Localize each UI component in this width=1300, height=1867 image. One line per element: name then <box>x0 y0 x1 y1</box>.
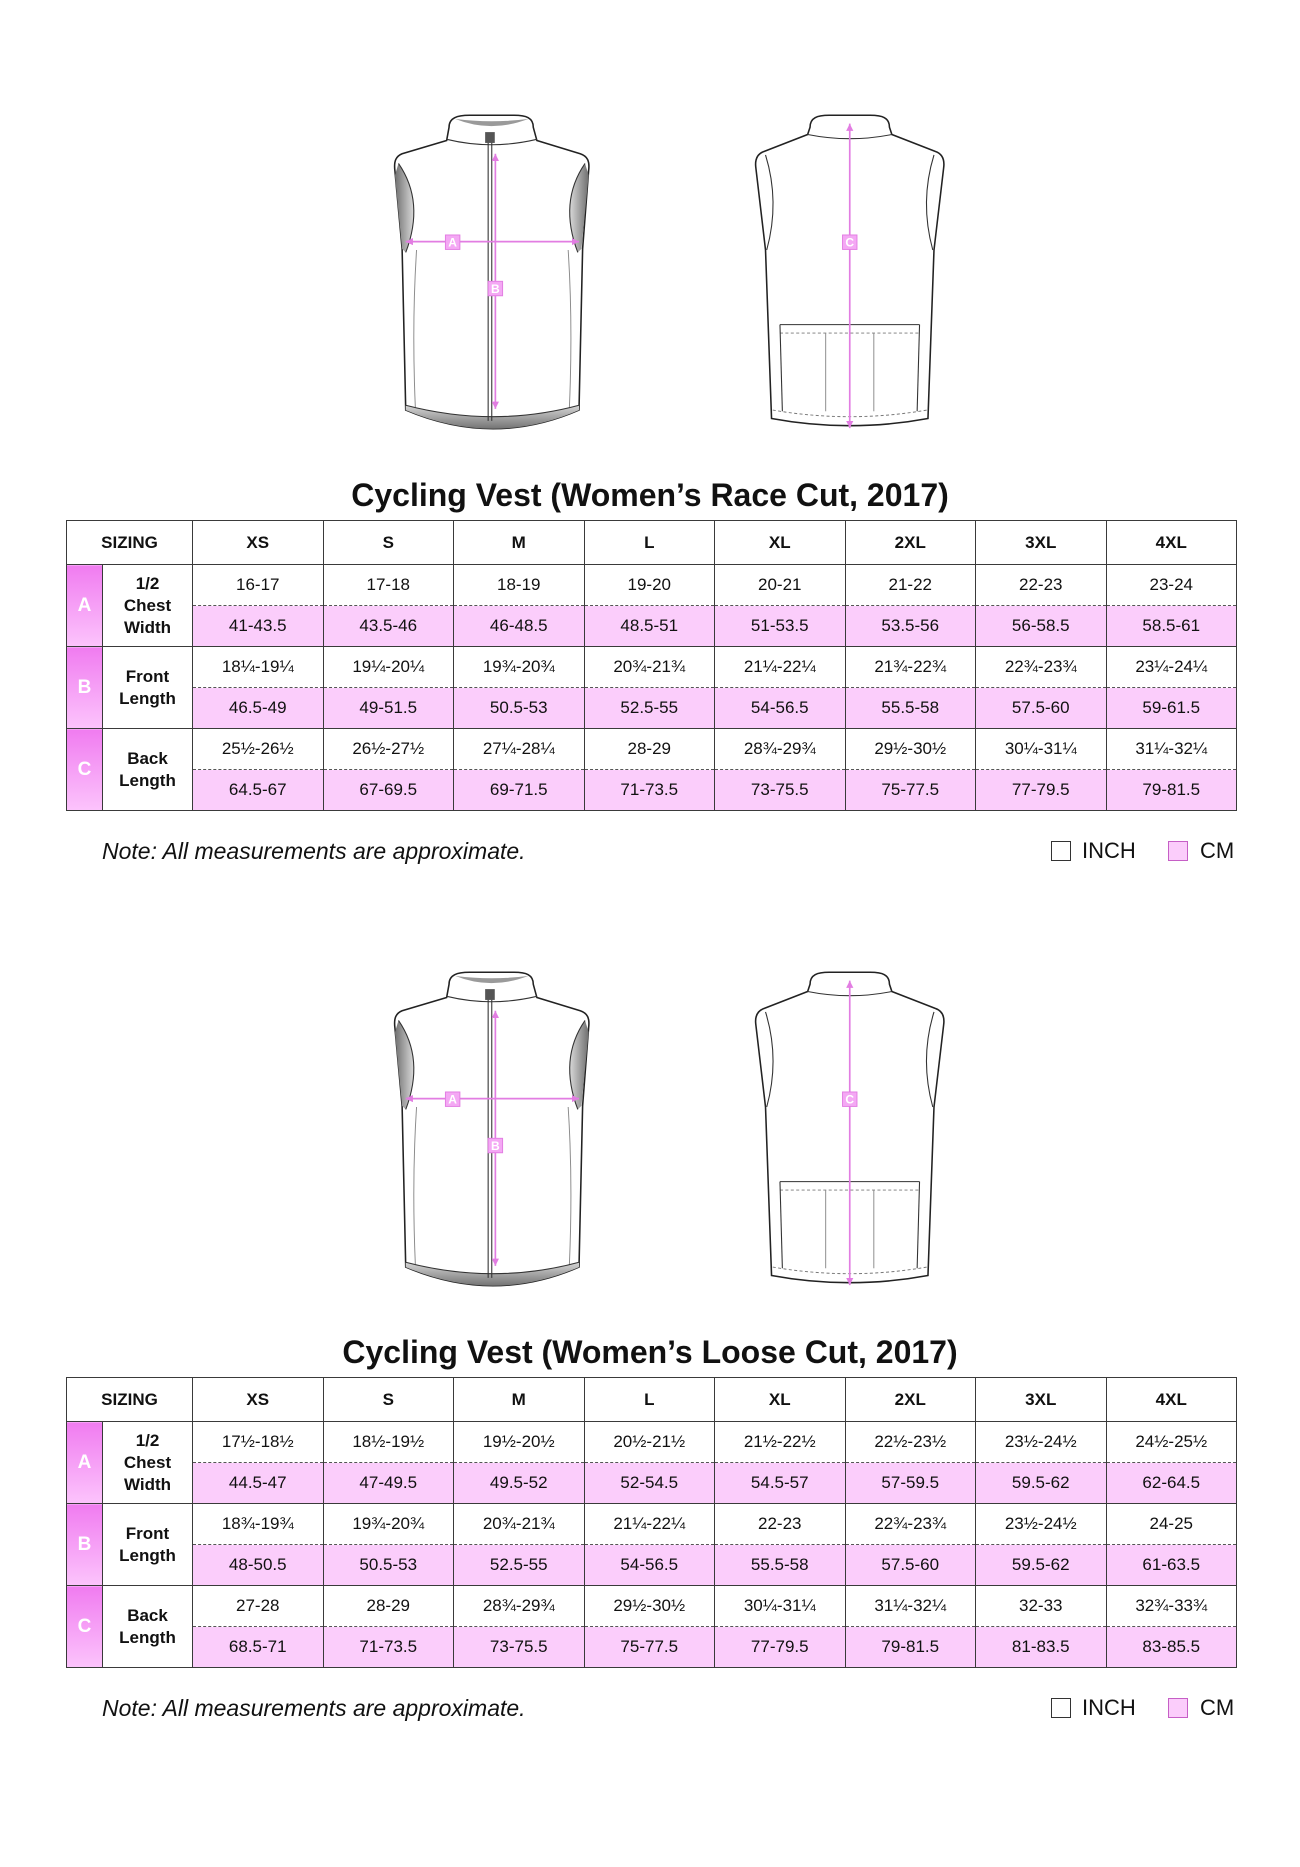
inch-value-c-xl: 28¾-29¾ <box>715 729 846 770</box>
cm-value-b-3xl: 57.5-60 <box>976 688 1107 729</box>
race-cut-section <box>0 0 1300 864</box>
cm-value-a-2xl: 53.5-56 <box>845 606 976 647</box>
legend-inch-swatch <box>1051 1698 1071 1718</box>
inch-value-b-s: 19¾-20¾ <box>323 1504 454 1545</box>
inch-value-a-s: 18½-19½ <box>323 1422 454 1463</box>
diagram-label-b-text: B <box>491 281 500 296</box>
approximate-note: Note: All measurements are approximate. <box>102 1695 526 1721</box>
cm-value-a-2xl: 57-59.5 <box>845 1463 976 1504</box>
inch-value-b-3xl: 23½-24½ <box>976 1504 1107 1545</box>
size-header-2xl: 2XL <box>845 521 976 565</box>
inch-value-c-xs: 27-28 <box>193 1586 324 1627</box>
size-header-s: S <box>323 1378 454 1422</box>
measure-label-line: 1/2 <box>135 1430 160 1450</box>
measure-label-b <box>103 1504 193 1586</box>
cm-value-a-xs: 44.5-47 <box>193 1463 324 1504</box>
header-row <box>67 521 1237 565</box>
cm-value-b-m: 52.5-55 <box>454 1545 585 1586</box>
vest-illustration <box>0 96 1300 457</box>
cm-value-a-l: 48.5-51 <box>584 606 715 647</box>
cm-value-b-xs: 46.5-49 <box>193 688 324 729</box>
cm-value-b-xs: 48-50.5 <box>193 1545 324 1586</box>
inch-value-a-xs: 17½-18½ <box>193 1422 324 1463</box>
table-head <box>67 1378 1237 1422</box>
cm-value-c-s: 67-69.5 <box>323 770 454 811</box>
measure-row-a-inch <box>67 1422 1237 1463</box>
inch-value-b-l: 21¼-22¼ <box>584 1504 715 1545</box>
measure-label-line: Length <box>119 770 176 790</box>
cm-value-c-xs: 68.5-71 <box>193 1627 324 1668</box>
measure-row-c-inch <box>67 1586 1237 1627</box>
cm-value-b-4xl: 59-61.5 <box>1106 688 1237 729</box>
table-body <box>67 1422 1237 1668</box>
size-header-l: L <box>584 1378 715 1422</box>
cm-value-a-m: 46-48.5 <box>454 606 585 647</box>
vest-illustration <box>0 953 1300 1314</box>
size-header-xl: XL <box>715 1378 846 1422</box>
diagram-label-c-text: C <box>845 235 855 250</box>
measure-letter-a: A <box>67 1422 103 1504</box>
inch-value-a-m: 19½-20½ <box>454 1422 585 1463</box>
size-header-3xl: 3XL <box>976 1378 1107 1422</box>
cm-value-c-2xl: 79-81.5 <box>845 1627 976 1668</box>
inch-value-b-2xl: 21¾-22¾ <box>845 647 976 688</box>
inch-value-c-3xl: 30¼-31¼ <box>976 729 1107 770</box>
inch-value-a-2xl: 22½-23½ <box>845 1422 976 1463</box>
size-header-m: M <box>454 1378 585 1422</box>
cm-value-b-2xl: 55.5-58 <box>845 688 976 729</box>
measure-label-line: Length <box>119 688 176 708</box>
chart-title: Cycling Vest (Women’s Loose Cut, 2017) <box>342 1334 958 1370</box>
inch-value-c-m: 28¾-29¾ <box>454 1586 585 1627</box>
diagram-label-a-text: A <box>448 235 457 250</box>
inch-value-c-l: 29½-30½ <box>584 1586 715 1627</box>
inch-value-b-4xl: 24-25 <box>1106 1504 1237 1545</box>
legend-cm-swatch <box>1168 1698 1188 1718</box>
size-header-4xl: 4XL <box>1106 1378 1237 1422</box>
sizing-header: SIZING <box>67 521 193 565</box>
cm-value-c-m: 73-75.5 <box>454 1627 585 1668</box>
inch-value-b-xl: 21¼-22¼ <box>715 647 846 688</box>
diagram-label-b-text: B <box>491 1138 500 1153</box>
inch-value-b-m: 20¾-21¾ <box>454 1504 585 1545</box>
measure-letter-b: B <box>67 1504 103 1586</box>
approximate-note: Note: All measurements are approximate. <box>102 838 526 864</box>
inch-value-a-4xl: 24½-25½ <box>1106 1422 1237 1463</box>
size-header-xs: XS <box>193 1378 324 1422</box>
cm-value-b-4xl: 61-63.5 <box>1106 1545 1237 1586</box>
size-header-2xl: 2XL <box>845 1378 976 1422</box>
size-table <box>66 520 1237 811</box>
size-header-xs: XS <box>193 521 324 565</box>
diagram-label-c <box>843 235 857 250</box>
measure-letter-a: A <box>67 565 103 647</box>
measure-row-c-cm <box>67 770 1237 811</box>
measure-label-line: Length <box>119 1545 176 1565</box>
inch-value-a-3xl: 22-23 <box>976 565 1107 606</box>
inch-value-b-xs: 18¾-19¾ <box>193 1504 324 1545</box>
inch-value-b-l: 20¾-21¾ <box>584 647 715 688</box>
cm-value-c-3xl: 81-83.5 <box>976 1627 1107 1668</box>
table-head <box>67 521 1237 565</box>
chart-title: Cycling Vest (Women’s Race Cut, 2017) <box>351 477 949 513</box>
cm-value-c-4xl: 83-85.5 <box>1106 1627 1237 1668</box>
measure-label-c <box>103 729 193 811</box>
inch-value-a-s: 17-18 <box>323 565 454 606</box>
cm-value-a-m: 49.5-52 <box>454 1463 585 1504</box>
cm-value-b-3xl: 59.5-62 <box>976 1545 1107 1586</box>
inch-value-a-3xl: 23½-24½ <box>976 1422 1107 1463</box>
measure-row-a-cm <box>67 1463 1237 1504</box>
cm-value-c-l: 71-73.5 <box>584 770 715 811</box>
cm-value-a-xl: 51-53.5 <box>715 606 846 647</box>
cm-value-a-3xl: 56-58.5 <box>976 606 1107 647</box>
cm-value-c-l: 75-77.5 <box>584 1627 715 1668</box>
measure-label-line: Back <box>127 1605 168 1625</box>
measure-letter-c: C <box>67 1586 103 1668</box>
inch-value-a-l: 19-20 <box>584 565 715 606</box>
measure-letter-c: C <box>67 729 103 811</box>
measure-row-b-cm <box>67 688 1237 729</box>
measure-label-line: Front <box>125 1523 170 1543</box>
cm-value-c-m: 69-71.5 <box>454 770 585 811</box>
measure-label-line: Width <box>123 1474 172 1494</box>
diagram-label-a-text: A <box>448 1092 457 1107</box>
cm-value-c-4xl: 79-81.5 <box>1106 770 1237 811</box>
inch-value-b-xl: 22-23 <box>715 1504 846 1545</box>
measure-row-b-inch <box>67 1504 1237 1545</box>
cm-value-b-l: 54-56.5 <box>584 1545 715 1586</box>
diagram-label-b <box>488 1138 502 1153</box>
cm-value-b-xl: 55.5-58 <box>715 1545 846 1586</box>
cm-value-a-s: 43.5-46 <box>323 606 454 647</box>
sizing-header: SIZING <box>67 1378 193 1422</box>
measure-row-b-cm <box>67 1545 1237 1586</box>
cm-value-a-xs: 41-43.5 <box>193 606 324 647</box>
inch-value-b-m: 19¾-20¾ <box>454 647 585 688</box>
diagram-label-c-text: C <box>845 1092 855 1107</box>
measure-label-line: Front <box>125 666 170 686</box>
measure-label-line: Chest <box>123 1452 172 1472</box>
measure-label-b <box>103 647 193 729</box>
inch-value-c-s: 26½-27½ <box>323 729 454 770</box>
cm-value-c-3xl: 77-79.5 <box>976 770 1107 811</box>
measure-label-line: Length <box>119 1627 176 1647</box>
inch-value-a-4xl: 23-24 <box>1106 565 1237 606</box>
size-header-4xl: 4XL <box>1106 521 1237 565</box>
inch-value-a-xs: 16-17 <box>193 565 324 606</box>
front-vest-drawing <box>395 115 589 428</box>
measure-letter-b: B <box>67 647 103 729</box>
cm-value-a-s: 47-49.5 <box>323 1463 454 1504</box>
cm-value-a-l: 52-54.5 <box>584 1463 715 1504</box>
size-table <box>66 1377 1237 1668</box>
cm-value-b-m: 50.5-53 <box>454 688 585 729</box>
cm-value-c-2xl: 75-77.5 <box>845 770 976 811</box>
cm-value-c-xs: 64.5-67 <box>193 770 324 811</box>
inch-value-c-s: 28-29 <box>323 1586 454 1627</box>
diagram-label-b <box>488 281 502 296</box>
inch-value-a-l: 20½-21½ <box>584 1422 715 1463</box>
measure-row-a-inch <box>67 565 1237 606</box>
header-row <box>67 1378 1237 1422</box>
loose-cut-section <box>0 857 1300 1721</box>
legend-cm-label: CM <box>1200 838 1235 863</box>
cm-value-b-s: 50.5-53 <box>323 1545 454 1586</box>
size-header-m: M <box>454 521 585 565</box>
inch-value-c-2xl: 31¼-32¼ <box>845 1586 976 1627</box>
inch-value-a-2xl: 21-22 <box>845 565 976 606</box>
inch-value-b-xs: 18¼-19¼ <box>193 647 324 688</box>
inch-value-b-3xl: 22¾-23¾ <box>976 647 1107 688</box>
inch-value-c-2xl: 29½-30½ <box>845 729 976 770</box>
measure-label-line: 1/2 <box>135 573 160 593</box>
legend-cm-label: CM <box>1200 1695 1235 1720</box>
inch-value-b-s: 19¼-20¼ <box>323 647 454 688</box>
measure-label-a <box>103 565 193 647</box>
inch-value-a-xl: 20-21 <box>715 565 846 606</box>
legend-inch-label: INCH <box>1082 838 1136 863</box>
cm-value-c-xl: 73-75.5 <box>715 770 846 811</box>
measure-label-c <box>103 1586 193 1668</box>
measure-label-line: Width <box>123 617 172 637</box>
inch-value-c-l: 28-29 <box>584 729 715 770</box>
inch-value-c-xs: 25½-26½ <box>193 729 324 770</box>
cm-value-b-xl: 54-56.5 <box>715 688 846 729</box>
inch-value-a-m: 18-19 <box>454 565 585 606</box>
cm-value-a-3xl: 59.5-62 <box>976 1463 1107 1504</box>
size-header-l: L <box>584 521 715 565</box>
measure-row-c-cm <box>67 1627 1237 1668</box>
inch-value-c-m: 27¼-28¼ <box>454 729 585 770</box>
diagram-label-a <box>445 1092 459 1107</box>
inch-value-c-4xl: 31¼-32¼ <box>1106 729 1237 770</box>
measure-label-line: Chest <box>123 595 172 615</box>
cm-value-c-xl: 77-79.5 <box>715 1627 846 1668</box>
cm-value-a-4xl: 62-64.5 <box>1106 1463 1237 1504</box>
diagram-label-a <box>445 235 459 250</box>
size-header-xl: XL <box>715 521 846 565</box>
measure-label-a <box>103 1422 193 1504</box>
cm-value-a-xl: 54.5-57 <box>715 1463 846 1504</box>
measure-row-a-cm <box>67 606 1237 647</box>
size-header-s: S <box>323 521 454 565</box>
inch-value-c-xl: 30¼-31¼ <box>715 1586 846 1627</box>
inch-value-b-4xl: 23¼-24¼ <box>1106 647 1237 688</box>
measure-label-line: Back <box>127 748 168 768</box>
table-body <box>67 565 1237 811</box>
cm-value-b-l: 52.5-55 <box>584 688 715 729</box>
cm-value-b-s: 49-51.5 <box>323 688 454 729</box>
front-vest-drawing <box>395 972 589 1285</box>
measure-row-b-inch <box>67 647 1237 688</box>
size-header-3xl: 3XL <box>976 521 1107 565</box>
legend-inch-label: INCH <box>1082 1695 1136 1720</box>
inch-value-c-4xl: 32¾-33¾ <box>1106 1586 1237 1627</box>
diagram-label-c <box>843 1092 857 1107</box>
cm-value-a-4xl: 58.5-61 <box>1106 606 1237 647</box>
measure-row-c-inch <box>67 729 1237 770</box>
cm-value-b-2xl: 57.5-60 <box>845 1545 976 1586</box>
inch-value-b-2xl: 22¾-23¾ <box>845 1504 976 1545</box>
inch-value-c-3xl: 32-33 <box>976 1586 1107 1627</box>
inch-value-a-xl: 21½-22½ <box>715 1422 846 1463</box>
cm-value-c-s: 71-73.5 <box>323 1627 454 1668</box>
